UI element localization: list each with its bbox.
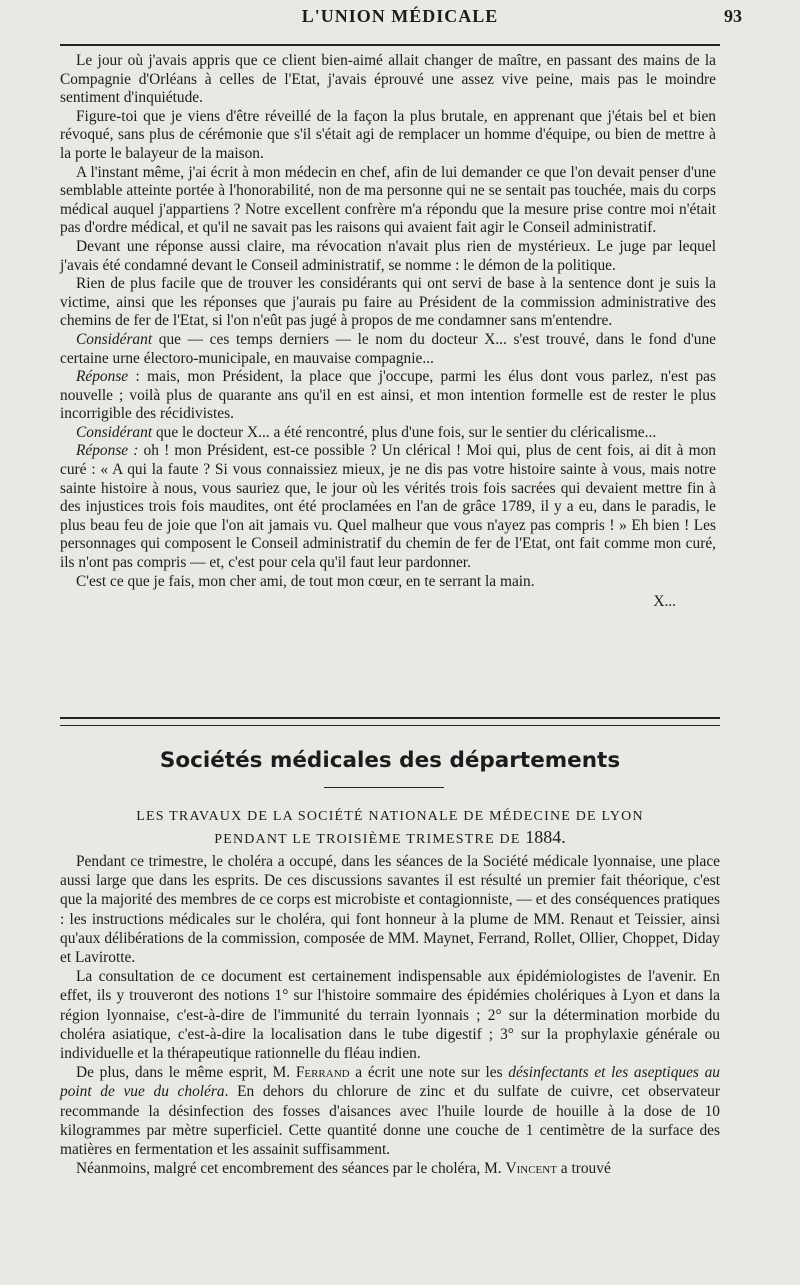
paragraph — [60, 852, 720, 967]
author-name: Vincent — [505, 1160, 557, 1178]
italic-text: Considérant — [76, 423, 153, 441]
paragraph — [60, 238, 716, 275]
text-run: Le jour où j'avais appris que ce client bien-aimé allait changer de maître, en passant des mains de la Compagnie d'Orléans à celles de l'Etat, j'avais éprouvé une assez vive peine, mais pas le moindre sentiment d'inquiétude. — [60, 52, 716, 107]
article-heading-line-2 — [60, 827, 720, 850]
paragraph — [60, 1063, 720, 1159]
paragraph — [60, 573, 716, 592]
paragraph — [60, 967, 720, 1063]
italic-text: Réponse : — [76, 442, 139, 460]
text-run: a écrit une note sur les — [349, 1064, 509, 1082]
letter-text — [60, 52, 716, 612]
section-divider — [60, 717, 720, 726]
running-title: L'UNION MÉDICALE — [301, 6, 499, 26]
text-run: De plus, dans le même esprit, M. — [76, 1064, 296, 1082]
title-underline — [324, 787, 444, 788]
article-heading-text: PENDANT LE TROISIÈME TRIMESTRE DE — [214, 832, 521, 847]
paragraph — [60, 424, 716, 443]
author-name: Ferrand — [295, 1064, 350, 1082]
page-number: 93 — [724, 6, 742, 26]
text-run: oh ! mon Président, est-ce possible ? Un clérical ! Moi qui, plus de cent fois, ai dit à mon curé : « A qui la faute ? Si vous connaissiez mieux, je ne dis pas votre histoire sainte à vous, mais notre sainte histoire à nous, vous sauriez que, le jour où les vérités trois fois sacrées qui devaient mettre fin à des injustices trois fois maudites, ont été proclamées en l'an de grâce 1789, il y a eu, dans le paradis, le plus beau feu de joie que l'on ait jamais vu. Quel malheur que vous n'ayez pas compris ! » Eh bien ! Les personnages qui composent le Conseil administratif du chemin de fer de l'Etat, ont fait comme mon curé, ils n'ont pas compris — et, c'est pour cela qu'il faut leur pardonner. — [60, 442, 716, 572]
paragraph — [60, 52, 716, 108]
text-run: : mais, mon Président, la place que j'occupe, parmi les élus dont vous parlez, n'est pas nouvelle ; voilà plus de quarante ans qu'il en est ainsi, et mon intention formelle est de rester le plus incorrigible des récidivistes. — [60, 368, 716, 423]
article-text — [60, 852, 720, 1178]
letter-paragraphs — [60, 52, 716, 591]
text-run: Devant une réponse aussi claire, ma révocation n'avait plus rien de mystérieux. Le juge par lequel j'avais été condamné devant le Conseil administratif, se nomme : le démon de la politique. — [60, 237, 716, 274]
text-run: . En dehors du chlorure de zinc et du sulfate de cuivre, cet observateur recommande la désinfection des fosses d'aisances avec l'huile lourde de houille à la dose de 10 kilogrammes par mètre superficiel. Cette quantité donne une couche de 1 centimètre de la surface des matières en fermentation et les assainit suffisamment. — [60, 1083, 720, 1159]
signature: X... — [653, 593, 676, 611]
text-run: A l'instant même, j'ai écrit à mon médecin en chef, afin de lui demander ce que l'on devait penser d'une semblable atteinte portée à l'honorabilité, non de ma personne qui ne se sentait pas touchée, mais du corps médical auquel j'appartiens ? Notre excellent confrère m'a répondu que la mesure prise contre moi n'était pas d'ordre médical, et qu'il ne savait pas les raisons qui avaient fait agir le Conseil administratif. — [60, 163, 716, 237]
paragraph — [60, 275, 716, 331]
text-run: Néanmoins, malgré cet encombrement des séances par le choléra, M. — [76, 1160, 506, 1178]
article-heading — [60, 806, 720, 850]
paragraph — [60, 331, 716, 368]
italic-text: désinfectants et les aseptiques au point de vue du choléra — [60, 1064, 720, 1101]
header-rule — [60, 44, 720, 46]
article-paragraphs — [60, 852, 720, 1178]
paragraph — [60, 1159, 720, 1178]
page-header — [60, 4, 740, 30]
text-run: La consultation de ce document est certainement indispensable aux épidémiologistes de l'avenir. En effet, ils y trouveront des notions 1° sur l'histoire sommaire des épidémies cholériques à Lyon et dans la région lyonnaise, c'est-à-dire de l'immunité du terrain lyonnais ; 2° sur la détermination morbide du choléra asiatique, c'est-à-dire la localisation dans le tube digestif ; 3° sur la prophylaxie générale ou individuelle et la thérapeutique rationnelle du fléau indien. — [60, 968, 720, 1063]
italic-text: Réponse — [76, 368, 129, 386]
text-run: Figure-toi que je viens d'être réveillé de la façon la plus brutale, en apprenant que j'étais bel et bien révoqué, sans plus de cérémonie que s'il s'était agi de remplacer un homme d'équipe, ou bien de mettre à la porte le balayeur de la maison. — [60, 107, 716, 162]
paragraph — [60, 108, 716, 164]
section-title: Sociétés médicales des départements — [159, 748, 621, 773]
text-run: a trouvé — [556, 1160, 611, 1178]
paragraph — [60, 368, 716, 424]
text-run: que le docteur X... a été rencontré, plus d'une fois, sur le sentier du cléricalisme... — [152, 423, 657, 441]
text-run: Rien de plus facile que de trouver les considérants qui ont servi de base à la sentence dont je suis la victime, ainsi que les réponses que j'aurais pu faire au Président de la commission administrative des chemins de fer de l'Etat, si l'on n'eût pas jugé à propos de me condamner sans m'entendre. — [60, 275, 716, 330]
article-heading-year: 1884. — [525, 827, 566, 847]
italic-text: Considérant — [76, 330, 153, 348]
paragraph — [60, 164, 716, 238]
text-run: que — ces temps derniers — le nom du docteur X... s'est trouvé, dans le fond d'une certaine urne électoro-municipale, en mauvaise compagnie... — [60, 330, 716, 367]
text-run: Pendant ce trimestre, le choléra a occupé, dans les séances de la Société médicale lyonnaise, une place aussi large que dans les esprits. De ces discussions savantes il est résulté un premier fait théorique, c'est que la majorité des membres de ce corps est microbiste et contagionniste, — et des conséquences pratiques : les instructions médicales sur le choléra, qui font honneur à la plume de MM. Renaut et Teissier, ainsi qu'aux délibérations de la commission, composée de MM. Maynet, Ferrand, Rollet, Ollier, Choppet, Diday et Lavirotte. — [60, 853, 720, 967]
text-run: C'est ce que je fais, mon cher ami, de tout mon cœur, en te serrant la main. — [76, 572, 535, 590]
article-heading-line-1: LES TRAVAUX DE LA SOCIÉTÉ NATIONALE DE MÉDECINE DE LYON — [136, 809, 644, 824]
paragraph — [60, 442, 716, 572]
